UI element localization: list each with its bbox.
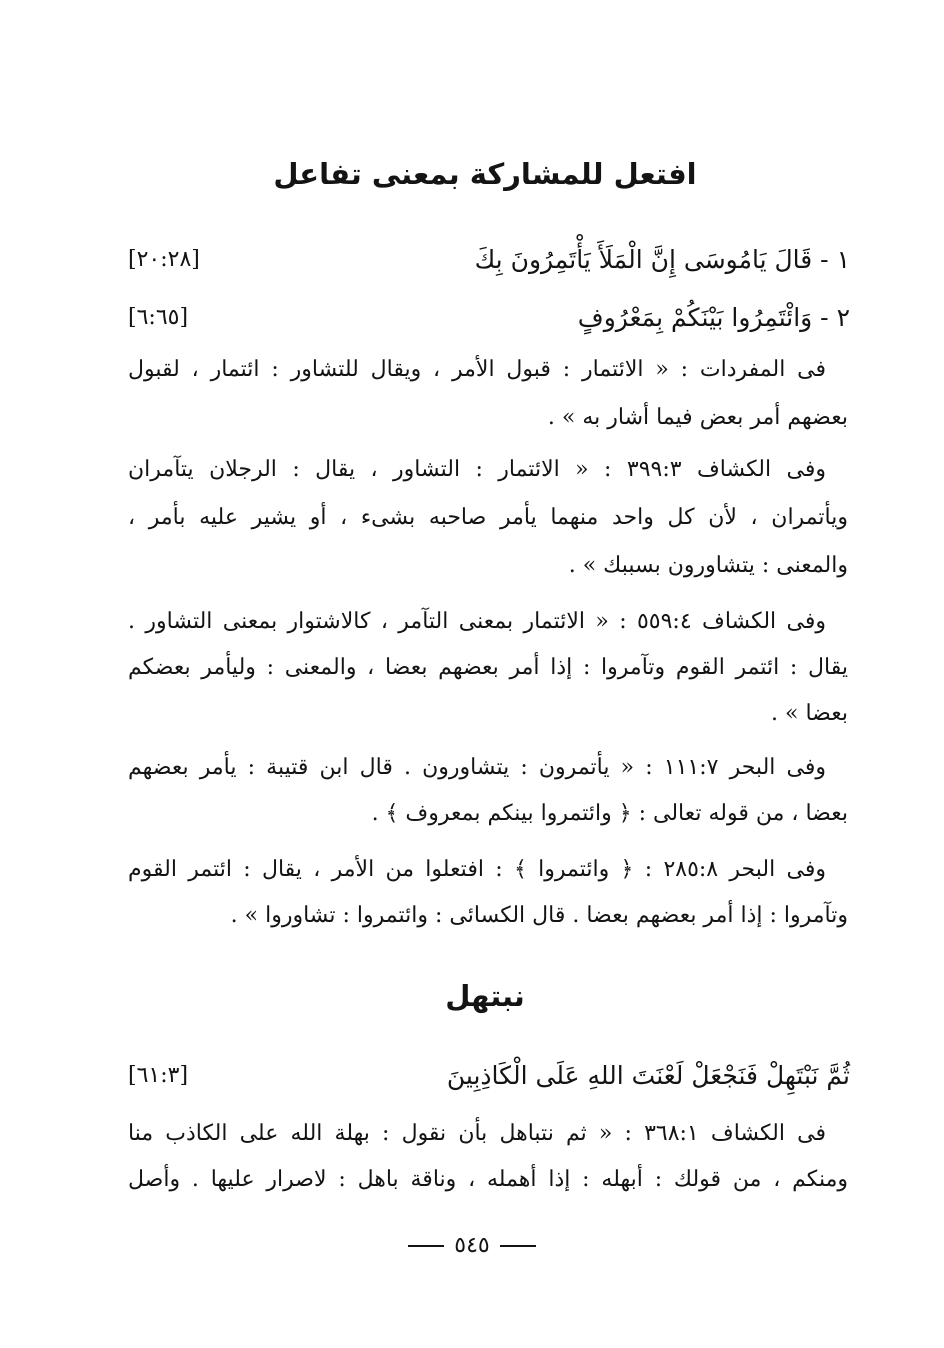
section-title: نبتهل xyxy=(445,979,525,1013)
quran-verse-2 xyxy=(128,298,850,338)
footer-dash xyxy=(500,1245,536,1247)
paragraph-line: ويأتمران ، لأن كل واحد منهما يأمر صاحبه بشىء ، أو يشير عليه بأمر ، xyxy=(128,505,848,530)
paragraph-line: وتآمروا : إذا أمر بعضهم بعضا . قال الكسائى : وائتمروا : تشاوروا » . xyxy=(230,903,848,928)
paragraph-line: وفى البحر ١١١:٧ : « يأتمرون : يتشاورون . قال ابن قتيبة : يأمر بعضهم xyxy=(128,755,826,780)
section-title: افتعل للمشاركة بمعنى تفاعل xyxy=(273,157,697,191)
paragraph-line: والمعنى : يتشاورون بسببك » . xyxy=(568,553,848,578)
paragraph-line: فى الكشاف ٣٦٨:١ : « ثم نتباهل بأن نقول : بهلة الله على الكاذب منا xyxy=(128,1121,826,1146)
paragraph-line: بعضهم أمر بعض فيما أشار به » . xyxy=(547,405,848,430)
verse-text: ٢ - وَائْتَمِرُوا بَيْنَكُمْ بِمَعْرُوفٍ xyxy=(577,303,850,332)
quran-verse-3 xyxy=(128,1056,850,1096)
paragraph-line: بعضا ، من قوله تعالى : ﴿ وائتمروا بينكم بمعروف ﴾ . xyxy=(371,801,848,826)
footer-dash xyxy=(408,1245,444,1247)
paragraph-line: وفى البحر ٢٨٥:٨ : ﴿ وائتمروا ﴾ : افتعلوا من الأمر ، يقال : ائتمر القوم xyxy=(128,857,826,882)
paragraph-line: يقال : ائتمر القوم وتآمروا : إذا أمر بعضهم بعضا ، والمعنى : وليأمر بعضكم xyxy=(128,655,848,680)
paragraph-line: وفى الكشاف ٣٩٩:٣ : « الائتمار : التشاور ، يقال : الرجلان يتآمران xyxy=(128,457,826,482)
paragraph-line: ومنكم ، من قولك : أبهله : إذا أهمله ، وناقة باهل : لاصرار عليها . وأصل xyxy=(128,1167,848,1192)
paragraph-line: بعضا » . xyxy=(771,701,848,726)
page-number: ٥٤٥ xyxy=(454,1233,490,1258)
page-footer xyxy=(0,1226,944,1266)
verse-text: ثُمَّ نَبْتَهِلْ فَنَجْعَلْ لَعْنَتَ اللهِ عَلَى الْكَاذِبِينَ xyxy=(446,1061,850,1090)
verse-reference: [٦١:٣] xyxy=(128,1063,189,1088)
quran-verse-1 xyxy=(128,240,850,280)
paragraph-line: فى المفردات : « الائتمار : قبول الأمر ، ويقال للتشاور : ائتمار ، لقبول xyxy=(128,357,826,382)
verse-reference: [٦:٦٥] xyxy=(128,305,189,330)
verse-text: ١ - قَالَ يَامُوسَى إِنَّ الْمَلَأَ يَأْتَمِرُونَ بِكَ xyxy=(474,245,850,274)
paragraph-line: وفى الكشاف ٥٥٩:٤ : « الائتمار بمعنى التآمر ، كالاشتوار بمعنى التشاور . xyxy=(128,609,826,634)
verse-reference: [٢٠:٢٨] xyxy=(128,247,200,272)
